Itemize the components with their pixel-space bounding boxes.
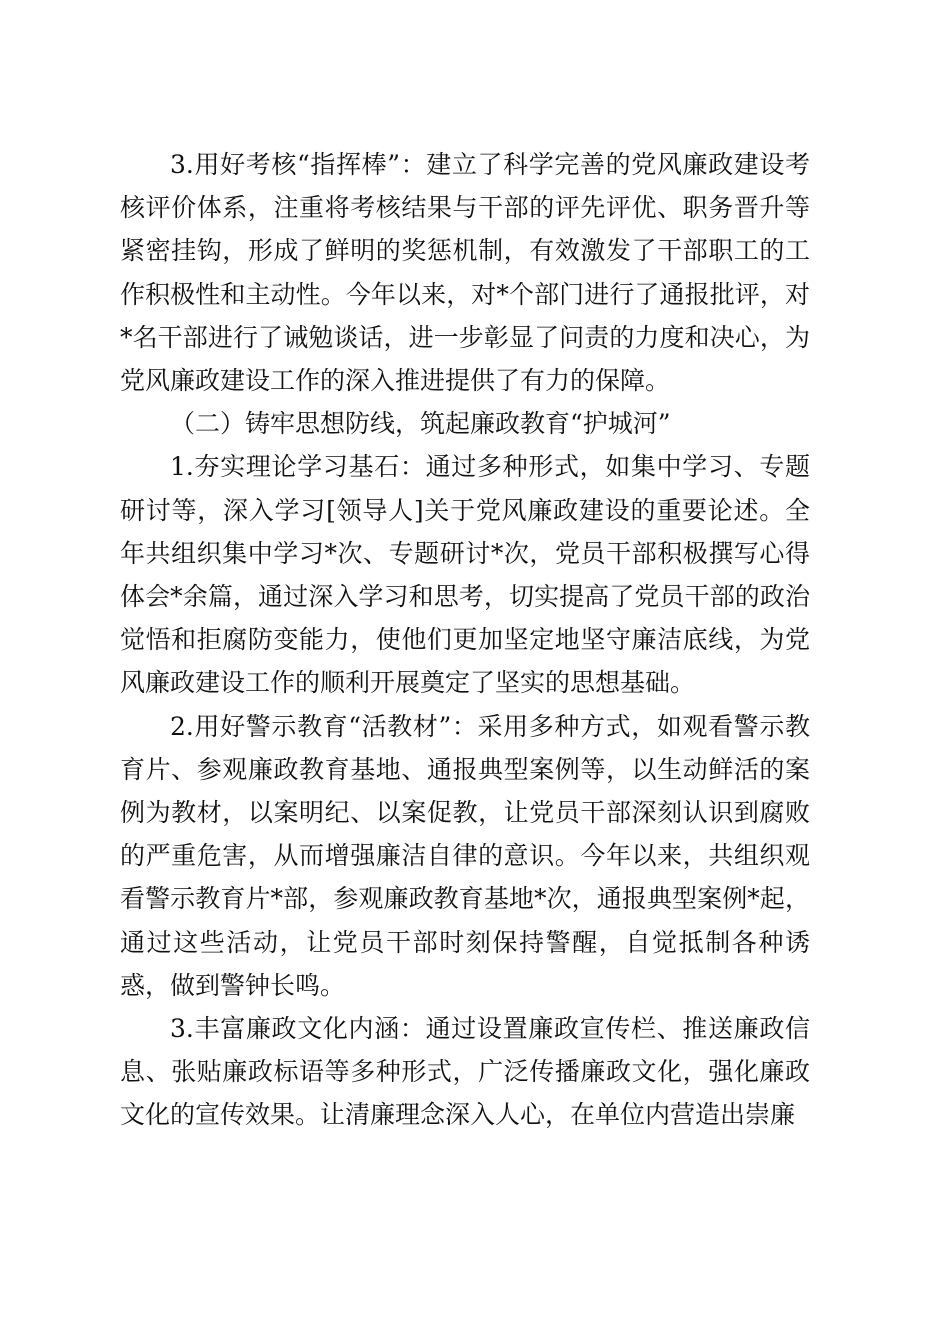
section-heading-ideological-defense: （二）铸牢思想防线，筑起廉政教育“护城河” [170, 409, 671, 439]
paragraph-theory-study: 1.夯实理论学习基石：通过多种形式，如集中学习、专题研讨等，深入学习[领导人]关于党风廉政建设的重要论述。全年共组织集中学习*次、专题研讨*次，党员干部积极撰写心得体会*余篇，通过深入学习和思考，切实提高了党员干部的政治觉悟和拒腐防变能力，使他们更加坚定地坚守廉洁底线，为党风廉政建设工作的顺利开展奠定了坚实的思想基础。 [120, 452, 810, 698]
paragraph-warning-education: 2.用好警示教育“活教材”：采用多种方式，如观看警示教育片、参观廉政教育基地、通报典型案例等，以生动鲜活的案例为教材，以案明纪、以案促教，让党员干部深刻认识到腐败的严重危害，从而增强廉洁自律的意识。今年以来，共组织观看警示教育片*部，参观廉政教育基地*次，通报典型案例*起，通过这些活动，让党员干部时刻保持警醒，自觉抵制各种诱惑，做到警钟长鸣。 [120, 711, 810, 1000]
paragraph-integrity-culture: 3.丰富廉政文化内涵：通过设置廉政宣传栏、推送廉政信息、张贴廉政标语等多种形式，广泛传播廉政文化，强化廉政文化的宣传效果。让清廉理念深入人心，在单位内营造出崇廉 [120, 1014, 810, 1130]
paragraph-assessment-baton: 3.用好考核“指挥棒”：建立了科学完善的党风廉政建设考核评价体系，注重将考核结果与干部的评先评优、职务晋升等紧密挂钩，形成了鲜明的奖惩机制，有效激发了干部职工的工作积极性和主动性。今年以来，对*个部门进行了通报批评，对*名干部进行了诫勉谈话，进一步彰显了问责的力度和决心，为党风廉政建设工作的深入推进提供了有力的保障。 [120, 150, 810, 396]
document-body [120, 143, 810, 1137]
